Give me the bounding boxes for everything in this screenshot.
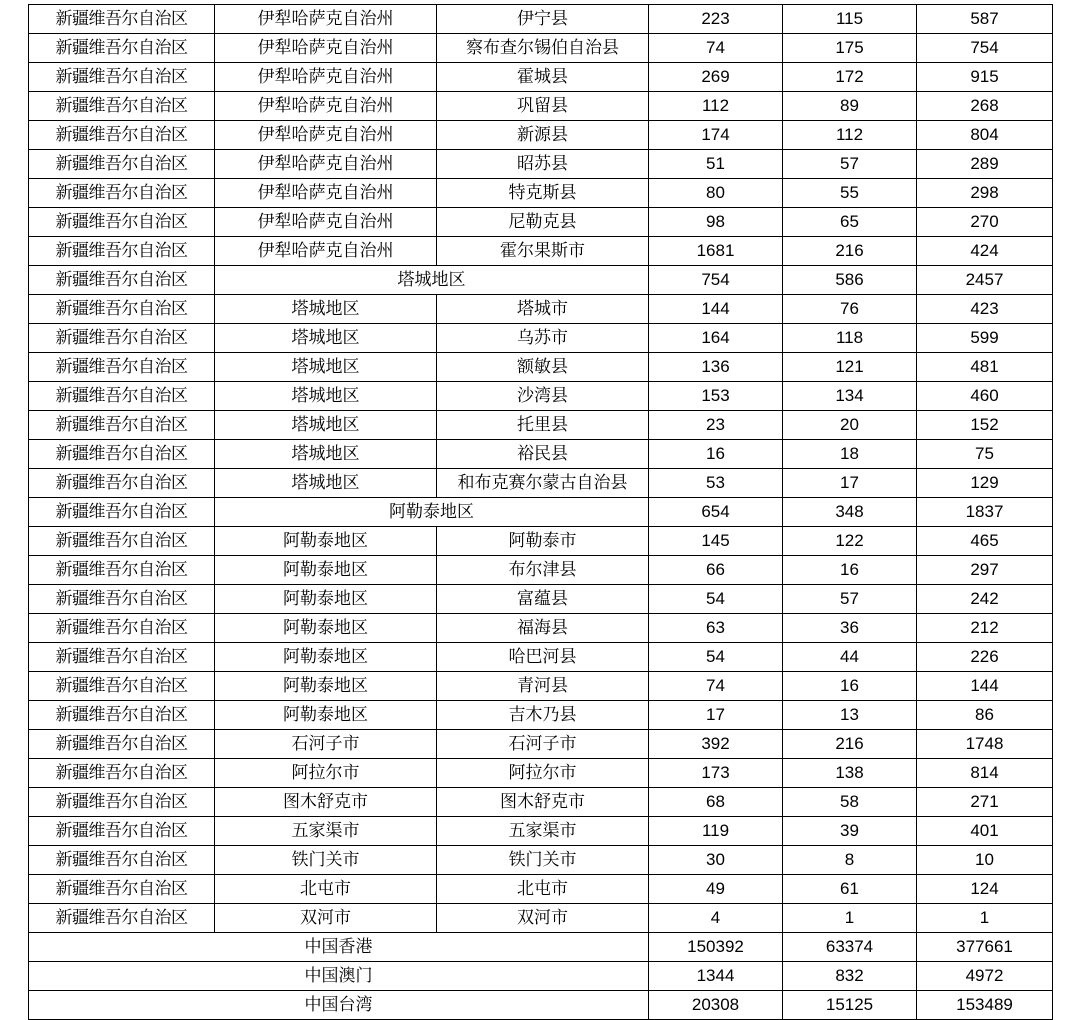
cell-value2: 18 bbox=[783, 440, 917, 469]
cell-prefecture: 阿勒泰地区 bbox=[215, 527, 437, 556]
table-row bbox=[29, 527, 1053, 556]
cell-value2: 122 bbox=[783, 527, 917, 556]
cell-province: 新疆维吾尔自治区 bbox=[29, 469, 215, 498]
cell-value2: 586 bbox=[783, 266, 917, 295]
table-row bbox=[29, 701, 1053, 730]
cell-value3: 129 bbox=[917, 469, 1053, 498]
cell-county: 新源县 bbox=[437, 121, 649, 150]
cell-county: 昭苏县 bbox=[437, 150, 649, 179]
cell-value3: 271 bbox=[917, 788, 1053, 817]
cell-province: 新疆维吾尔自治区 bbox=[29, 34, 215, 63]
table-row bbox=[29, 237, 1053, 266]
cell-value1: 98 bbox=[649, 208, 783, 237]
cell-prefecture: 阿勒泰地区 bbox=[215, 614, 437, 643]
cell-value3: 424 bbox=[917, 237, 1053, 266]
cell-county: 察布查尔锡伯自治县 bbox=[437, 34, 649, 63]
cell-value2: 76 bbox=[783, 295, 917, 324]
cell-county: 富蕴县 bbox=[437, 585, 649, 614]
cell-value3: 1 bbox=[917, 904, 1053, 933]
cell-value2: 216 bbox=[783, 730, 917, 759]
cell-province: 新疆维吾尔自治区 bbox=[29, 788, 215, 817]
table-row bbox=[29, 585, 1053, 614]
cell-province: 新疆维吾尔自治区 bbox=[29, 701, 215, 730]
cell-value3: 124 bbox=[917, 875, 1053, 904]
cell-value2: 8 bbox=[783, 846, 917, 875]
cell-prefecture: 塔城地区 bbox=[215, 266, 649, 295]
cell-value2: 63374 bbox=[783, 933, 917, 962]
cell-value3: 460 bbox=[917, 382, 1053, 411]
cell-value1: 144 bbox=[649, 295, 783, 324]
cell-value2: 175 bbox=[783, 34, 917, 63]
cell-value2: 65 bbox=[783, 208, 917, 237]
cell-county: 阿拉尔市 bbox=[437, 759, 649, 788]
cell-value1: 1681 bbox=[649, 237, 783, 266]
cell-county: 图木舒克市 bbox=[437, 788, 649, 817]
cell-province: 新疆维吾尔自治区 bbox=[29, 759, 215, 788]
cell-province: 新疆维吾尔自治区 bbox=[29, 614, 215, 643]
cell-value3: 377661 bbox=[917, 933, 1053, 962]
cell-prefecture: 伊犁哈萨克自治州 bbox=[215, 92, 437, 121]
cell-value2: 138 bbox=[783, 759, 917, 788]
table-row bbox=[29, 295, 1053, 324]
table-row bbox=[29, 498, 1053, 527]
cell-value1: 30 bbox=[649, 846, 783, 875]
cell-province: 新疆维吾尔自治区 bbox=[29, 121, 215, 150]
cell-region: 中国台湾 bbox=[29, 991, 649, 1020]
cell-province: 新疆维吾尔自治区 bbox=[29, 382, 215, 411]
cell-prefecture: 伊犁哈萨克自治州 bbox=[215, 179, 437, 208]
cell-value3: 289 bbox=[917, 150, 1053, 179]
cell-value2: 134 bbox=[783, 382, 917, 411]
cell-value2: 57 bbox=[783, 150, 917, 179]
cell-county: 铁门关市 bbox=[437, 846, 649, 875]
cell-county: 福海县 bbox=[437, 614, 649, 643]
cell-value1: 74 bbox=[649, 672, 783, 701]
cell-value1: 654 bbox=[649, 498, 783, 527]
cell-province: 新疆维吾尔自治区 bbox=[29, 5, 215, 34]
cell-value3: 599 bbox=[917, 324, 1053, 353]
cell-value2: 121 bbox=[783, 353, 917, 382]
table-row bbox=[29, 962, 1053, 991]
cell-county: 石河子市 bbox=[437, 730, 649, 759]
cell-prefecture: 阿勒泰地区 bbox=[215, 556, 437, 585]
cell-prefecture: 阿勒泰地区 bbox=[215, 585, 437, 614]
cell-value2: 172 bbox=[783, 63, 917, 92]
cell-value1: 119 bbox=[649, 817, 783, 846]
cell-prefecture: 阿拉尔市 bbox=[215, 759, 437, 788]
cell-value3: 297 bbox=[917, 556, 1053, 585]
cell-province: 新疆维吾尔自治区 bbox=[29, 817, 215, 846]
cell-value2: 16 bbox=[783, 556, 917, 585]
cell-value3: 2457 bbox=[917, 266, 1053, 295]
cell-county: 裕民县 bbox=[437, 440, 649, 469]
cell-province: 新疆维吾尔自治区 bbox=[29, 266, 215, 295]
cell-prefecture: 伊犁哈萨克自治州 bbox=[215, 5, 437, 34]
cell-value2: 55 bbox=[783, 179, 917, 208]
cell-value1: 17 bbox=[649, 701, 783, 730]
cell-value2: 39 bbox=[783, 817, 917, 846]
table-row bbox=[29, 469, 1053, 498]
cell-value1: 23 bbox=[649, 411, 783, 440]
cell-province: 新疆维吾尔自治区 bbox=[29, 527, 215, 556]
table-row bbox=[29, 846, 1053, 875]
table-row bbox=[29, 208, 1053, 237]
cell-county: 伊宁县 bbox=[437, 5, 649, 34]
cell-value1: 80 bbox=[649, 179, 783, 208]
cell-county: 尼勒克县 bbox=[437, 208, 649, 237]
cell-value3: 212 bbox=[917, 614, 1053, 643]
cell-county: 布尔津县 bbox=[437, 556, 649, 585]
cell-value3: 587 bbox=[917, 5, 1053, 34]
cell-value1: 54 bbox=[649, 585, 783, 614]
cell-province: 新疆维吾尔自治区 bbox=[29, 643, 215, 672]
cell-prefecture: 伊犁哈萨克自治州 bbox=[215, 208, 437, 237]
cell-value2: 20 bbox=[783, 411, 917, 440]
cell-county: 托里县 bbox=[437, 411, 649, 440]
cell-county: 双河市 bbox=[437, 904, 649, 933]
cell-value1: 4 bbox=[649, 904, 783, 933]
cell-value1: 20308 bbox=[649, 991, 783, 1020]
cell-value2: 1 bbox=[783, 904, 917, 933]
table-row bbox=[29, 440, 1053, 469]
cell-county: 特克斯县 bbox=[437, 179, 649, 208]
table-row bbox=[29, 121, 1053, 150]
table-row bbox=[29, 875, 1053, 904]
cell-prefecture: 伊犁哈萨克自治州 bbox=[215, 237, 437, 266]
cell-region: 中国澳门 bbox=[29, 962, 649, 991]
cell-value3: 481 bbox=[917, 353, 1053, 382]
cell-value1: 53 bbox=[649, 469, 783, 498]
cell-value2: 832 bbox=[783, 962, 917, 991]
cell-value2: 115 bbox=[783, 5, 917, 34]
cell-value3: 423 bbox=[917, 295, 1053, 324]
table-row bbox=[29, 556, 1053, 585]
table-row bbox=[29, 5, 1053, 34]
cell-province: 新疆维吾尔自治区 bbox=[29, 440, 215, 469]
cell-county: 乌苏市 bbox=[437, 324, 649, 353]
cell-value3: 465 bbox=[917, 527, 1053, 556]
statistics-table bbox=[28, 4, 1053, 1020]
cell-value3: 1837 bbox=[917, 498, 1053, 527]
cell-value2: 58 bbox=[783, 788, 917, 817]
cell-value1: 68 bbox=[649, 788, 783, 817]
cell-province: 新疆维吾尔自治区 bbox=[29, 498, 215, 527]
cell-value2: 61 bbox=[783, 875, 917, 904]
table-row bbox=[29, 382, 1053, 411]
cell-county: 五家渠市 bbox=[437, 817, 649, 846]
table-row bbox=[29, 324, 1053, 353]
cell-region: 中国香港 bbox=[29, 933, 649, 962]
cell-prefecture: 伊犁哈萨克自治州 bbox=[215, 150, 437, 179]
cell-value1: 51 bbox=[649, 150, 783, 179]
cell-province: 新疆维吾尔自治区 bbox=[29, 208, 215, 237]
cell-value3: 298 bbox=[917, 179, 1053, 208]
cell-prefecture: 图木舒克市 bbox=[215, 788, 437, 817]
cell-county: 阿勒泰市 bbox=[437, 527, 649, 556]
cell-prefecture: 塔城地区 bbox=[215, 411, 437, 440]
cell-province: 新疆维吾尔自治区 bbox=[29, 353, 215, 382]
cell-value3: 268 bbox=[917, 92, 1053, 121]
cell-province: 新疆维吾尔自治区 bbox=[29, 730, 215, 759]
cell-value2: 57 bbox=[783, 585, 917, 614]
cell-value2: 89 bbox=[783, 92, 917, 121]
cell-value2: 118 bbox=[783, 324, 917, 353]
cell-value1: 164 bbox=[649, 324, 783, 353]
cell-province: 新疆维吾尔自治区 bbox=[29, 556, 215, 585]
cell-value3: 915 bbox=[917, 63, 1053, 92]
table-row bbox=[29, 411, 1053, 440]
cell-value1: 136 bbox=[649, 353, 783, 382]
cell-prefecture: 石河子市 bbox=[215, 730, 437, 759]
cell-value1: 112 bbox=[649, 92, 783, 121]
cell-value3: 804 bbox=[917, 121, 1053, 150]
table-row bbox=[29, 150, 1053, 179]
cell-value2: 44 bbox=[783, 643, 917, 672]
table-row bbox=[29, 730, 1053, 759]
cell-province: 新疆维吾尔自治区 bbox=[29, 63, 215, 92]
cell-value1: 16 bbox=[649, 440, 783, 469]
cell-county: 吉木乃县 bbox=[437, 701, 649, 730]
table-row bbox=[29, 933, 1053, 962]
cell-value3: 754 bbox=[917, 34, 1053, 63]
cell-value1: 269 bbox=[649, 63, 783, 92]
cell-prefecture: 五家渠市 bbox=[215, 817, 437, 846]
cell-value2: 16 bbox=[783, 672, 917, 701]
cell-province: 新疆维吾尔自治区 bbox=[29, 295, 215, 324]
cell-value3: 86 bbox=[917, 701, 1053, 730]
cell-prefecture: 塔城地区 bbox=[215, 295, 437, 324]
cell-county: 塔城市 bbox=[437, 295, 649, 324]
table-row bbox=[29, 991, 1053, 1020]
cell-province: 新疆维吾尔自治区 bbox=[29, 672, 215, 701]
cell-province: 新疆维吾尔自治区 bbox=[29, 324, 215, 353]
table-row bbox=[29, 817, 1053, 846]
cell-prefecture: 塔城地区 bbox=[215, 353, 437, 382]
cell-province: 新疆维吾尔自治区 bbox=[29, 904, 215, 933]
cell-prefecture: 塔城地区 bbox=[215, 469, 437, 498]
cell-province: 新疆维吾尔自治区 bbox=[29, 179, 215, 208]
cell-prefecture: 阿勒泰地区 bbox=[215, 672, 437, 701]
table-row bbox=[29, 179, 1053, 208]
table-row bbox=[29, 34, 1053, 63]
cell-value3: 144 bbox=[917, 672, 1053, 701]
cell-prefecture: 阿勒泰地区 bbox=[215, 498, 649, 527]
cell-county: 青河县 bbox=[437, 672, 649, 701]
table-row bbox=[29, 759, 1053, 788]
cell-value2: 36 bbox=[783, 614, 917, 643]
table-body bbox=[29, 5, 1053, 1020]
cell-value1: 54 bbox=[649, 643, 783, 672]
cell-value2: 13 bbox=[783, 701, 917, 730]
table-row bbox=[29, 788, 1053, 817]
cell-prefecture: 伊犁哈萨克自治州 bbox=[215, 34, 437, 63]
cell-prefecture: 伊犁哈萨克自治州 bbox=[215, 121, 437, 150]
cell-province: 新疆维吾尔自治区 bbox=[29, 846, 215, 875]
cell-value2: 216 bbox=[783, 237, 917, 266]
cell-province: 新疆维吾尔自治区 bbox=[29, 150, 215, 179]
cell-prefecture: 阿勒泰地区 bbox=[215, 701, 437, 730]
cell-value3: 226 bbox=[917, 643, 1053, 672]
cell-county: 和布克赛尔蒙古自治县 bbox=[437, 469, 649, 498]
cell-value2: 17 bbox=[783, 469, 917, 498]
cell-prefecture: 塔城地区 bbox=[215, 440, 437, 469]
cell-value3: 401 bbox=[917, 817, 1053, 846]
cell-county: 北屯市 bbox=[437, 875, 649, 904]
table-row bbox=[29, 63, 1053, 92]
table-row bbox=[29, 904, 1053, 933]
cell-county: 霍城县 bbox=[437, 63, 649, 92]
cell-value3: 10 bbox=[917, 846, 1053, 875]
cell-value1: 392 bbox=[649, 730, 783, 759]
cell-value1: 150392 bbox=[649, 933, 783, 962]
cell-value3: 152 bbox=[917, 411, 1053, 440]
cell-prefecture: 铁门关市 bbox=[215, 846, 437, 875]
cell-value1: 153 bbox=[649, 382, 783, 411]
cell-value2: 348 bbox=[783, 498, 917, 527]
cell-prefecture: 北屯市 bbox=[215, 875, 437, 904]
cell-value3: 270 bbox=[917, 208, 1053, 237]
cell-county: 霍尔果斯市 bbox=[437, 237, 649, 266]
cell-value1: 145 bbox=[649, 527, 783, 556]
table-row bbox=[29, 672, 1053, 701]
table-row bbox=[29, 92, 1053, 121]
cell-value3: 4972 bbox=[917, 962, 1053, 991]
cell-value1: 1344 bbox=[649, 962, 783, 991]
cell-value3: 75 bbox=[917, 440, 1053, 469]
cell-prefecture: 塔城地区 bbox=[215, 324, 437, 353]
cell-value1: 754 bbox=[649, 266, 783, 295]
cell-province: 新疆维吾尔自治区 bbox=[29, 875, 215, 904]
cell-county: 哈巴河县 bbox=[437, 643, 649, 672]
cell-value1: 63 bbox=[649, 614, 783, 643]
cell-county: 巩留县 bbox=[437, 92, 649, 121]
cell-province: 新疆维吾尔自治区 bbox=[29, 92, 215, 121]
cell-province: 新疆维吾尔自治区 bbox=[29, 411, 215, 440]
table-row bbox=[29, 614, 1053, 643]
cell-value1: 74 bbox=[649, 34, 783, 63]
cell-county: 沙湾县 bbox=[437, 382, 649, 411]
cell-value2: 15125 bbox=[783, 991, 917, 1020]
cell-prefecture: 伊犁哈萨克自治州 bbox=[215, 63, 437, 92]
cell-value3: 1748 bbox=[917, 730, 1053, 759]
cell-value3: 242 bbox=[917, 585, 1053, 614]
table-row bbox=[29, 266, 1053, 295]
cell-prefecture: 阿勒泰地区 bbox=[215, 643, 437, 672]
cell-value3: 153489 bbox=[917, 991, 1053, 1020]
cell-province: 新疆维吾尔自治区 bbox=[29, 237, 215, 266]
cell-value1: 49 bbox=[649, 875, 783, 904]
cell-value2: 112 bbox=[783, 121, 917, 150]
cell-province: 新疆维吾尔自治区 bbox=[29, 585, 215, 614]
cell-prefecture: 塔城地区 bbox=[215, 382, 437, 411]
table-row bbox=[29, 353, 1053, 382]
cell-prefecture: 双河市 bbox=[215, 904, 437, 933]
cell-value1: 174 bbox=[649, 121, 783, 150]
cell-value1: 66 bbox=[649, 556, 783, 585]
cell-county: 额敏县 bbox=[437, 353, 649, 382]
cell-value1: 173 bbox=[649, 759, 783, 788]
cell-value3: 814 bbox=[917, 759, 1053, 788]
table-row bbox=[29, 643, 1053, 672]
cell-value1: 223 bbox=[649, 5, 783, 34]
